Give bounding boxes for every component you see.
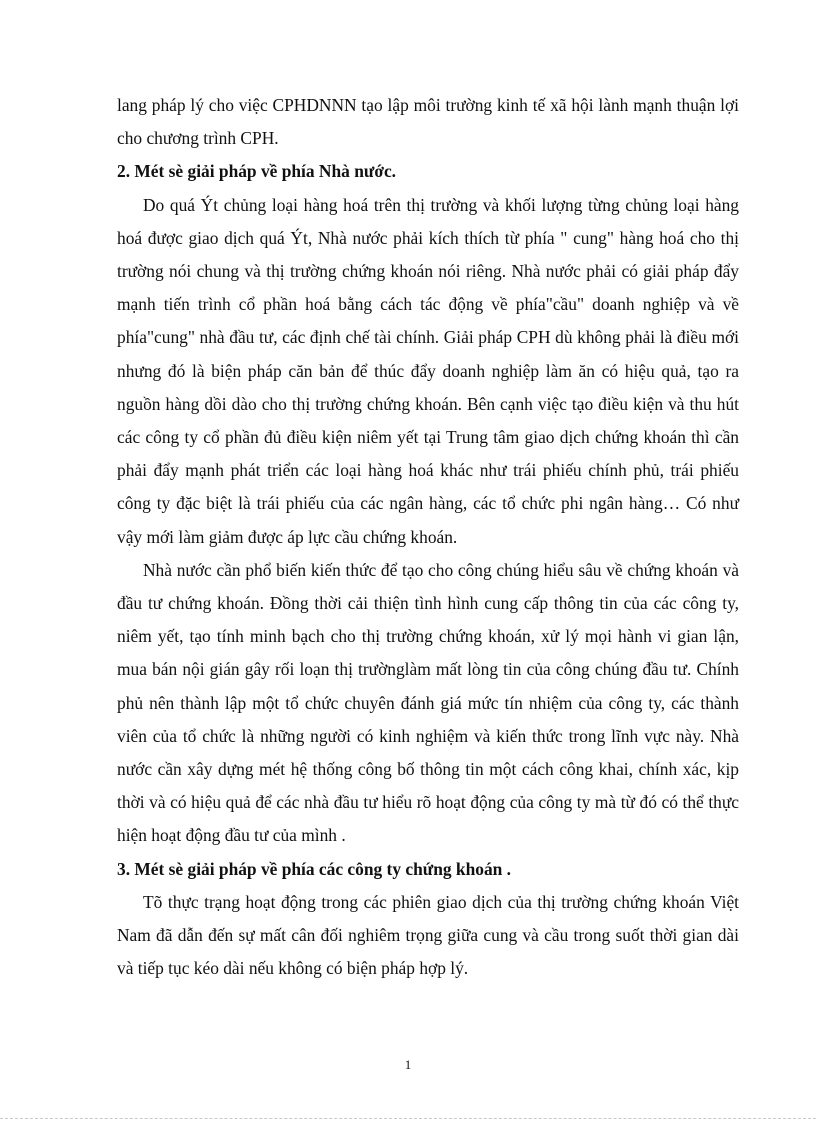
section-heading-2: 2. Mét sè giải pháp về phía Nhà nước. <box>117 161 397 182</box>
paragraph-continuation: lang pháp lý cho việc CPHDNNN tạo lập môi trường kinh tế xã hội lành mạnh thuận lợi cho chương trình CPH. <box>117 95 739 149</box>
page-number: 1 <box>404 1057 412 1072</box>
page-edge-divider <box>0 1118 816 1119</box>
page-body <box>117 89 739 985</box>
paragraph-2a: Do quá Ýt chủng loại hàng hoá trên thị trường và khối lượng từng chủng loại hàng hoá được giao dịch quá Ýt, Nhà nước phải kích thích từ phía " cung" hàng hoá cho thị trường nói chung và thị trường chứng khoán nói riêng. Nhà nước phải có giải pháp đẩy mạnh tiến trình cổ phần hoá bằng cách tác động về phía"cầu" doanh nghiệp và về phía"cung" nhà đầu tư, các định chế tài chính. Giải pháp CPH dù không phải là điều mới nhưng đó là biện pháp căn bản để thúc đẩy doanh nghiệp làm ăn có hiệu quả, tạo ra nguồn hàng dồi dào cho thị trường chứng khoán. Bên cạnh việc tạo điều kiện và thu hút các công ty cổ phần đủ điều kiện niêm yết tại Trung tâm giao dịch chứng khoán thì cần phải đẩy mạnh phát triển các loại hàng hoá khác như trái phiếu chính phủ, trái phiếu công ty đặc biệt là trái phiếu của các ngân hàng, các tổ chức phi ngân hàng… Có như vậy mới làm giảm được áp lực cầu chứng khoán. <box>117 194 739 547</box>
section-heading-3: 3. Mét sè giải pháp về phía các công ty chứng khoán . <box>117 858 512 879</box>
paragraph-3a: Tõ thực trạng hoạt động trong các phiên giao dịch của thị trường chứng khoán Việt Nam đã dẫn đến sự mất cân đối nghiêm trọng giữa cung và cầu trong suốt thời gian dài và tiếp tục kéo dài nếu không có biện pháp hợp lý. <box>117 891 739 979</box>
paragraph-2b: Nhà nước cần phổ biến kiến thức để tạo cho công chúng hiểu sâu về chứng khoán và đầu tư chứng khoán. Đồng thời cải thiện tình hình cung cấp thông tin của các công ty, niêm yết, tạo tính minh bạch cho thị trường chứng khoán, xử lý mọi hành vi gian lận, mua bán nội gián gây rối loạn thị trườnglàm mất lòng tin của công chúng đầu tư. Chính phủ nên thành lập một tổ chức chuyên đánh giá mức tín nhiệm của công ty, các thành viên của tổ chức là những người có kinh nghiệm và kiến thức trong lĩnh vực này. Nhà nước cần xây dựng mét hệ thống công bố thông tin một cách công khai, chính xác, kịp thời và có hiệu quả để các nhà đầu tư hiểu rõ hoạt động của công ty mà từ đó có thể thực hiện hoạt động đầu tư của mình . <box>117 559 739 846</box>
